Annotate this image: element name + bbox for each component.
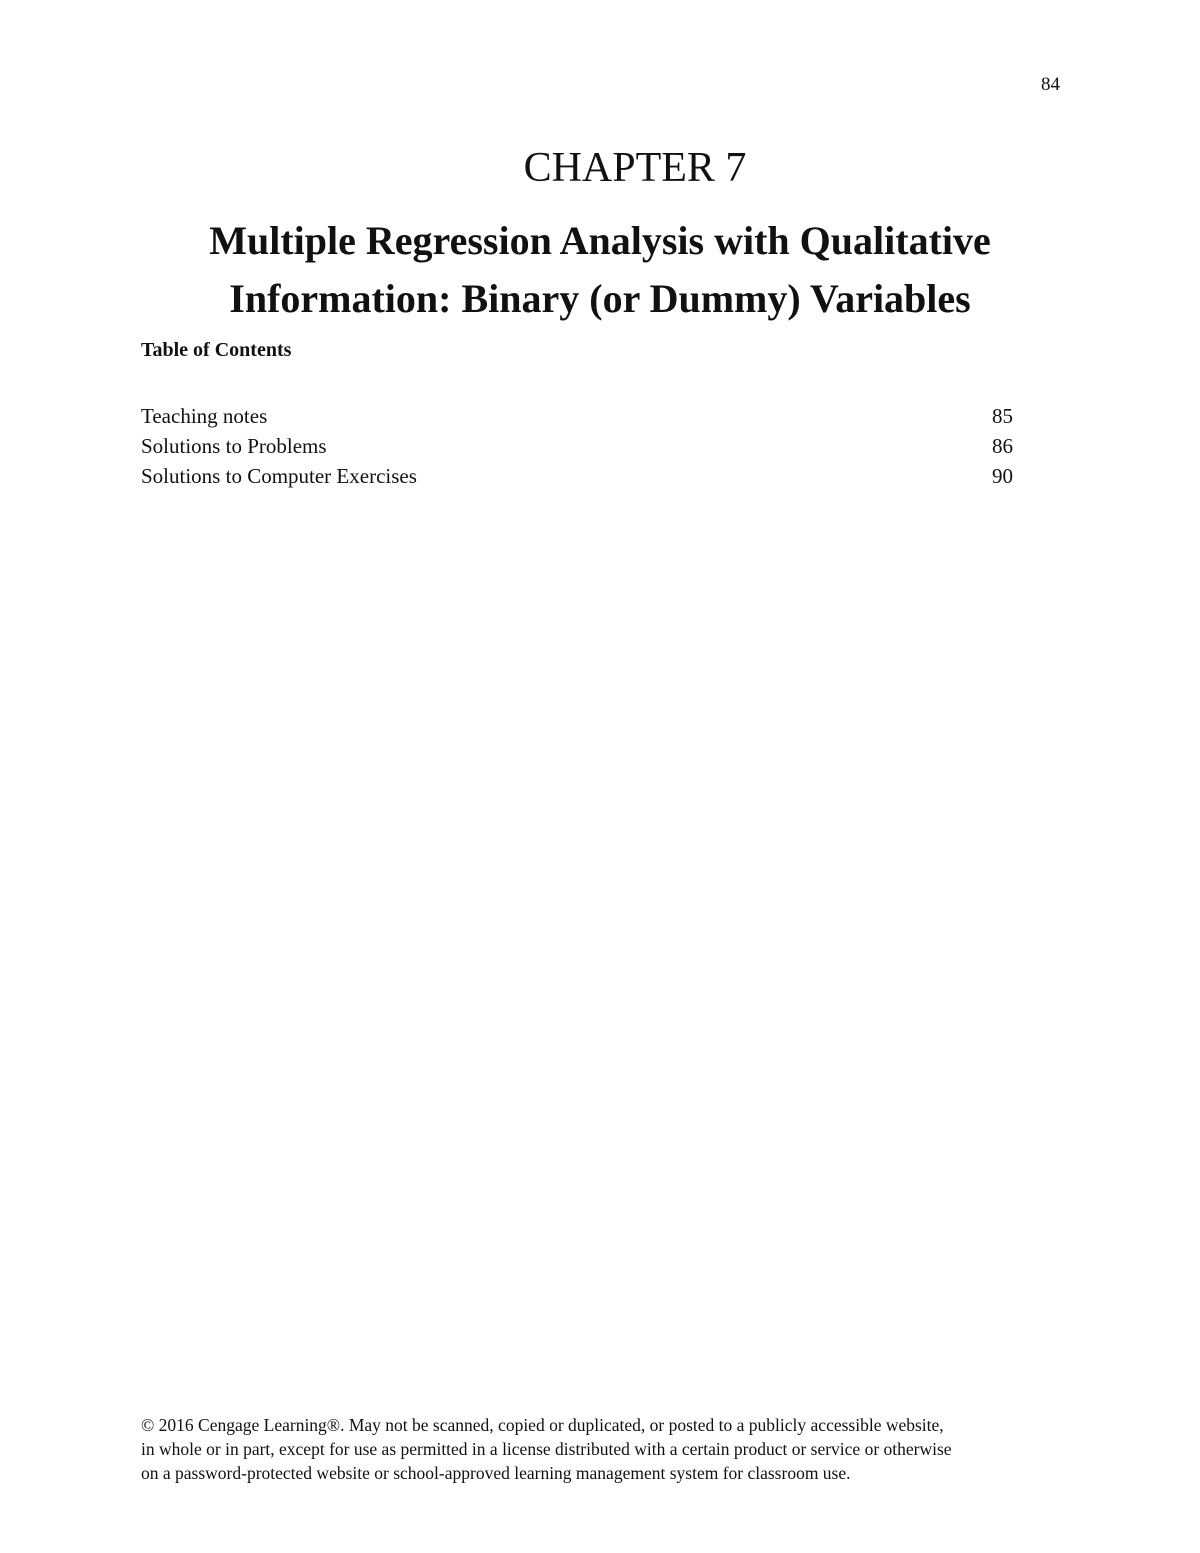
footer-line-2: in whole or in part, except for use as permitted in a license distributed with a certain product or service or otherwise [141, 1439, 952, 1459]
footer-line-3: on a password-protected website or school-approved learning management system for classroom use. [141, 1463, 851, 1483]
toc-entry-page: 90 [992, 464, 1013, 488]
footer-line-1: © 2016 Cengage Learning®. May not be scanned, copied or duplicated, or posted to a publicly accessible website, [141, 1415, 944, 1435]
chapter-title-line-2: Information: Binary (or Dummy) Variables [229, 276, 971, 321]
toc-entry-teaching-notes[interactable] [141, 401, 1013, 431]
copyright-footer [141, 1413, 1071, 1485]
toc-entry-label: Teaching notes [141, 404, 268, 428]
chapter-title [0, 212, 1200, 328]
toc-heading: Table of Contents [141, 339, 292, 361]
page-number: 84 [1041, 74, 1060, 95]
toc-entry-label: Solutions to Computer Exercises [141, 464, 417, 488]
toc-entry-solutions-to-problems[interactable] [141, 431, 1013, 461]
toc-entry-solutions-to-computer-exercises[interactable] [141, 461, 1013, 491]
chapter-label: CHAPTER 7 [523, 145, 747, 191]
toc-entry-label: Solutions to Problems [141, 434, 327, 458]
toc-entry-page: 85 [992, 404, 1013, 428]
chapter-title-line-1: Multiple Regression Analysis with Qualitative [209, 218, 991, 263]
toc-entry-page: 86 [992, 434, 1013, 458]
table-of-contents [141, 401, 1013, 491]
